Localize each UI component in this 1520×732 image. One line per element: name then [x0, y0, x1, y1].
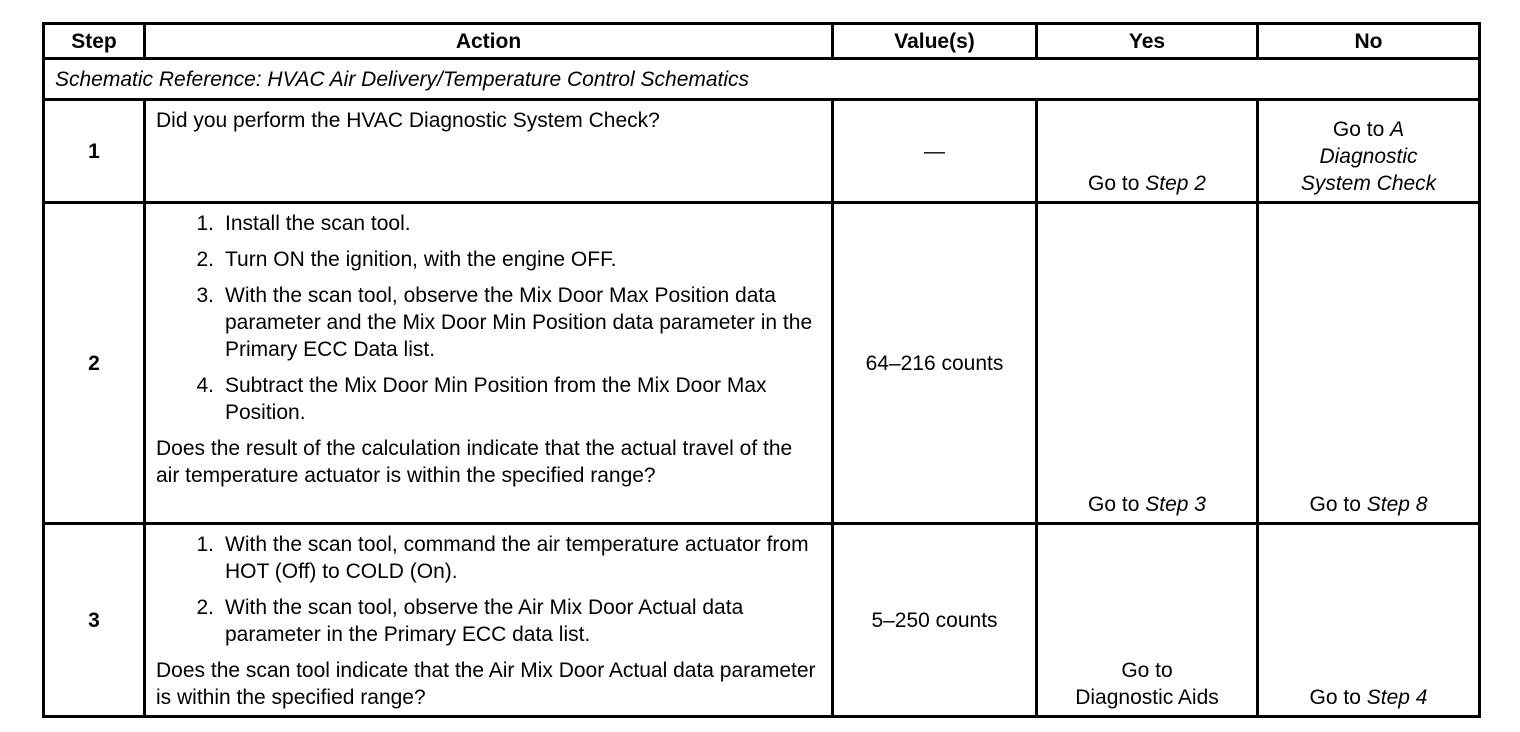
step-number: 1	[44, 100, 145, 203]
item-text: With the scan tool, command the air temperature actuator from HOT (Off) to COLD (On).	[225, 533, 809, 583]
item-text: Install the scan tool.	[225, 212, 411, 235]
no-prefix: Go to	[1332, 118, 1391, 141]
item-number: 3.	[196, 284, 214, 307]
item-text: With the scan tool, observe the Mix Door Max Position data parameter and the Mix Door Min Position data parameter in the Primary ECC Data list.	[225, 284, 813, 361]
list-item	[156, 531, 821, 585]
no-cell	[1258, 524, 1480, 717]
no-prefix: Go to	[1309, 493, 1367, 516]
item-text: Subtract the Mix Door Min Position from the Mix Door Max Position.	[225, 374, 767, 424]
step-number: 3	[44, 524, 145, 717]
action-question: Did you perform the HVAC Diagnostic System Check?	[156, 109, 660, 132]
yes-prefix: Go to	[1088, 493, 1146, 516]
yes-cell	[1037, 524, 1258, 717]
no-step-link[interactable]: Step 4	[1366, 686, 1428, 709]
yes-prefix: Go to	[1088, 172, 1146, 195]
table-row	[44, 524, 1480, 717]
yes-diagnostic-aids-link[interactable]: Diagnostic Aids	[1075, 686, 1219, 709]
action-cell	[145, 100, 833, 203]
item-number: 4.	[196, 374, 214, 397]
table-row	[44, 203, 1480, 524]
diagnostic-table	[42, 22, 1481, 718]
yes-cell	[1037, 100, 1258, 203]
table-row	[44, 100, 1480, 203]
action-cell	[145, 524, 833, 717]
action-question: Does the result of the calculation indicate that the actual travel of the air temperature actuator is within the specified range?	[156, 437, 793, 487]
list-item	[156, 210, 821, 237]
no-ref-line2[interactable]: Diagnostic	[1319, 145, 1418, 168]
item-text: Turn ON the ignition, with the engine OFF.	[225, 248, 617, 271]
list-item	[156, 372, 821, 426]
list-item	[156, 246, 821, 273]
instruction-list	[156, 531, 821, 648]
list-item	[156, 594, 821, 648]
item-number: 1.	[196, 212, 214, 235]
item-number: 2.	[196, 248, 214, 271]
item-number: 2.	[196, 596, 214, 619]
no-cell	[1258, 100, 1480, 203]
header-action: Action	[145, 24, 833, 59]
no-ref-line1[interactable]: A	[1390, 118, 1405, 141]
no-prefix: Go to	[1309, 686, 1367, 709]
step-number: 2	[44, 203, 145, 524]
yes-cell	[1037, 203, 1258, 524]
header-yes: Yes	[1037, 24, 1258, 59]
no-step-link[interactable]: Step 8	[1366, 493, 1428, 516]
action-cell	[145, 203, 833, 524]
schematic-reference: Schematic Reference: HVAC Air Delivery/Temperature Control Schematics	[44, 59, 1480, 100]
header-values: Value(s)	[833, 24, 1037, 59]
header-step: Step	[44, 24, 145, 59]
item-number: 1.	[196, 533, 214, 556]
value-cell: 5–250 counts	[833, 524, 1037, 717]
header-no: No	[1258, 24, 1480, 59]
no-cell	[1258, 203, 1480, 524]
value-cell: —	[833, 100, 1037, 203]
no-ref-line3[interactable]: System Check	[1300, 172, 1437, 195]
instruction-list	[156, 210, 821, 426]
yes-line1: Go to	[1121, 659, 1173, 682]
yes-step-link[interactable]: Step 3	[1145, 493, 1206, 516]
action-question: Does the scan tool indicate that the Air Mix Door Actual data parameter is within the specified range?	[156, 659, 816, 709]
value-cell: 64–216 counts	[833, 203, 1037, 524]
item-text: With the scan tool, observe the Air Mix Door Actual data parameter in the Primary ECC data list.	[225, 596, 744, 646]
list-item	[156, 282, 821, 363]
yes-step-link[interactable]: Step 2	[1145, 172, 1206, 195]
header-row	[44, 24, 1480, 59]
schematic-reference-row	[44, 59, 1480, 100]
